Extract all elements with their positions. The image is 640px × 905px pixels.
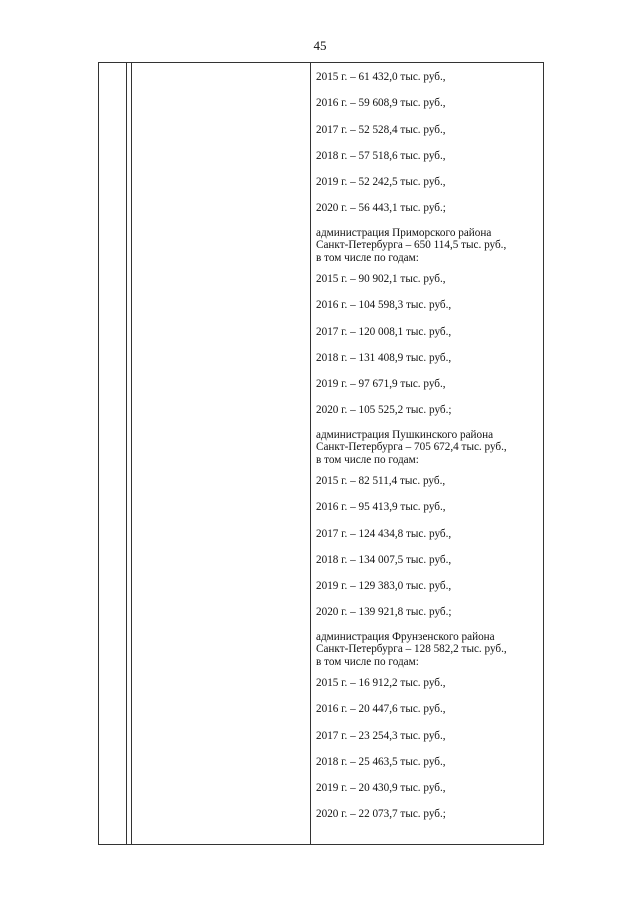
year-amount-line: 2019 г. – 97 671,9 тыс. руб., [316,378,446,391]
year-amount-line: 2017 г. – 120 008,1 тыс. руб., [316,325,452,338]
funding-cell [316,69,538,833]
administration-header [316,429,538,466]
header-line: в том числе по годам: [316,251,419,264]
year-amount-line: 2018 г. – 25 463,5 тыс. руб., [316,755,446,768]
year-amount-line: 2015 г. – 90 902,1 тыс. руб., [316,273,446,285]
year-amount-line: 2020 г. – 56 443,1 тыс. руб.; [316,202,446,215]
funding-table [98,62,544,845]
header-line: в том числе по годам: [316,453,419,466]
header-line: администрация Фрунзенского района [316,630,495,643]
year-amount-line: 2015 г. – 61 432,0 тыс. руб., [316,71,446,83]
year-amount-line: 2018 г. – 57 518,6 тыс. руб., [316,149,446,162]
funding-group [316,429,538,631]
year-amount-line: 2019 г. – 129 383,0 тыс. руб., [316,580,452,593]
funding-group [316,227,538,429]
funding-group [316,631,538,833]
year-amount-line: 2017 г. – 124 434,8 тыс. руб., [316,527,452,540]
year-amount-line: 2019 г. – 20 430,9 тыс. руб., [316,782,446,795]
header-line: в том числе по годам: [316,655,419,668]
year-amount-line: 2019 г. – 52 242,5 тыс. руб., [316,176,446,189]
year-amount-line: 2016 г. – 59 608,9 тыс. руб., [316,97,446,110]
column-divider [310,63,311,844]
administration-header [316,227,538,264]
year-amount-line: 2020 г. – 105 525,2 тыс. руб.; [316,404,452,417]
year-amount-line: 2016 г. – 95 413,9 тыс. руб., [316,501,446,514]
page-number: 45 [313,38,327,53]
year-amount-line: 2020 г. – 139 921,8 тыс. руб.; [316,606,452,619]
year-amount-line: 2017 г. – 23 254,3 тыс. руб., [316,729,446,742]
year-amount-line: 2015 г. – 82 511,4 тыс. руб., [316,475,446,487]
header-line: Санкт-Петербурга – 128 582,2 тыс. руб., [316,643,507,656]
year-amount-line: 2016 г. – 20 447,6 тыс. руб., [316,703,446,716]
header-line: Санкт-Петербурга – 650 114,5 тыс. руб., [316,239,507,252]
administration-header [316,631,538,668]
header-line: администрация Пушкинского района [316,428,494,441]
header-line: Санкт-Петербурга – 705 672,4 тыс. руб., [316,441,507,454]
header-line: администрация Приморского района [316,226,492,239]
funding-group [316,69,538,227]
year-amount-line: 2017 г. – 52 528,4 тыс. руб., [316,123,446,136]
year-amount-line: 2020 г. – 22 073,7 тыс. руб.; [316,808,446,821]
year-amount-line: 2016 г. – 104 598,3 тыс. руб., [316,299,452,312]
column-divider [126,63,127,844]
year-amount-line: 2018 г. – 131 408,9 тыс. руб., [316,351,452,364]
year-amount-line: 2015 г. – 16 912,2 тыс. руб., [316,677,446,689]
column-divider [131,63,132,844]
year-amount-line: 2018 г. – 134 007,5 тыс. руб., [316,553,452,566]
